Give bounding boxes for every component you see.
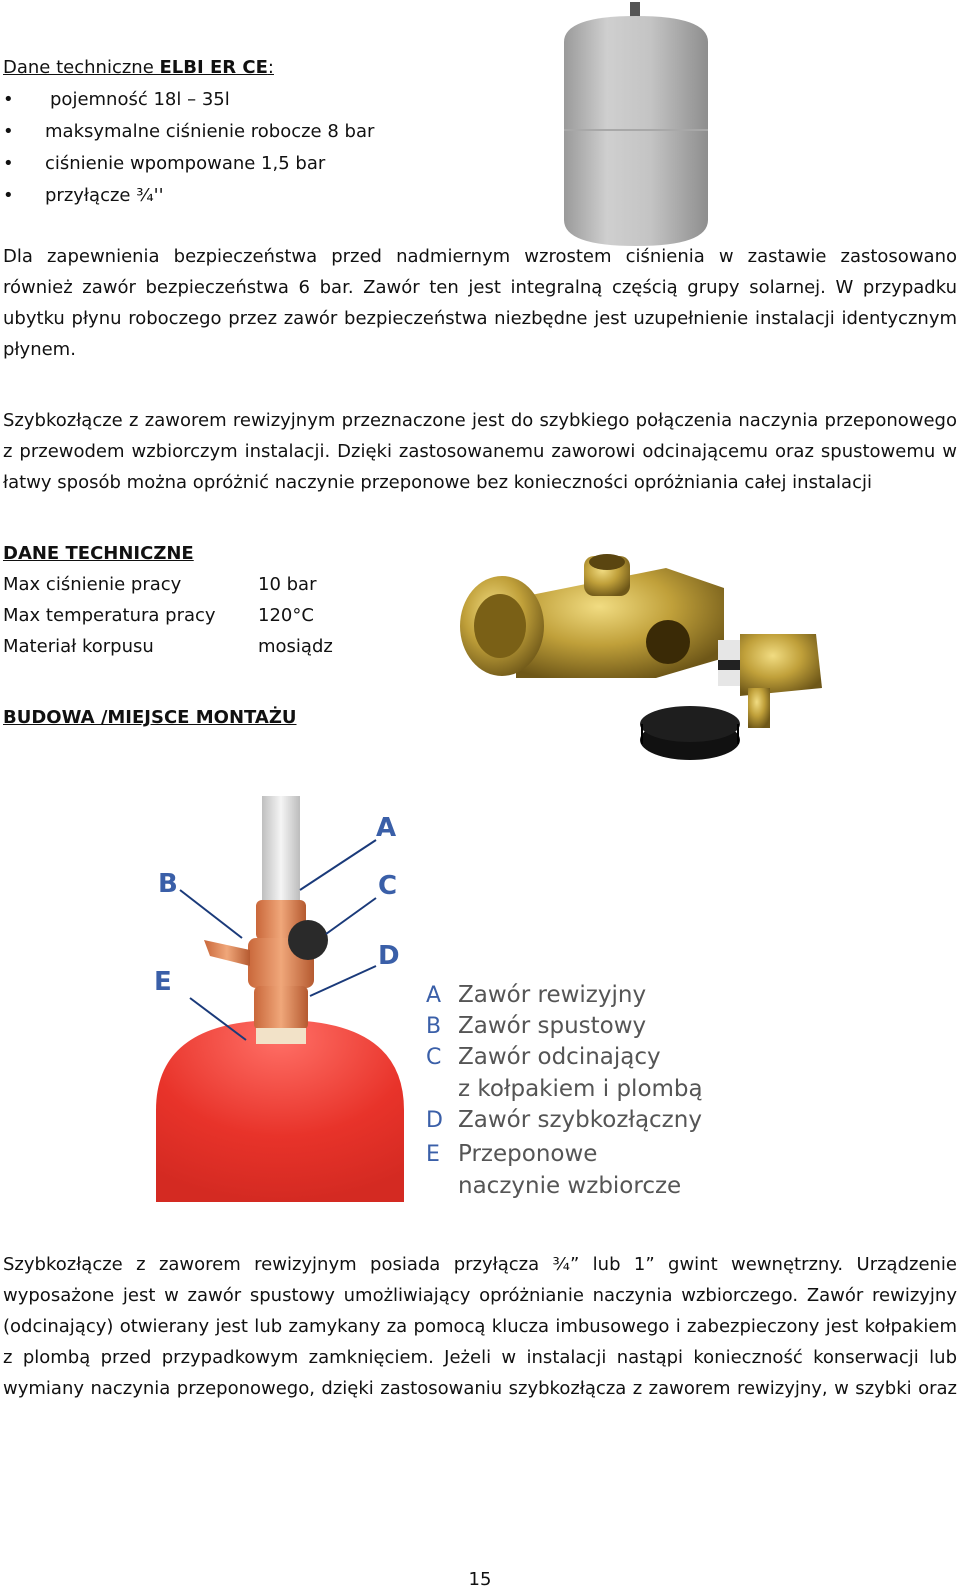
- legend-letter: E: [426, 1142, 440, 1167]
- bullet-item: przyłącze ¾'': [45, 185, 164, 206]
- paragraph-line: łatwy sposób można opróżnić naczynie przeponowe bez konieczności opróżniania całej instalacji: [3, 472, 872, 493]
- tech-row-label: Max ciśnienie pracy: [3, 574, 182, 595]
- legend-text: Zawór rewizyjny: [458, 982, 647, 1008]
- legend-text: Zawór spustowy: [458, 1013, 647, 1039]
- paragraph-line: Szybkozłącze z zaworem rewizyjnym posiada przyłącza ¾” lub 1” gwint wewnętrzny. Urządzenie: [3, 1254, 957, 1275]
- bullet-item: maksymalne ciśnienie robocze 8 bar: [45, 121, 375, 142]
- legend-text: naczynie wzbiorcze: [458, 1173, 682, 1199]
- tech-row-value: 120°C: [258, 605, 314, 626]
- paragraph-line: wymiany naczynia przeponowego, dzięki zastosowaniu szybkozłącza z zaworem rewizyjny, w szybki oraz: [3, 1378, 957, 1399]
- bullet-dot: •: [3, 153, 14, 174]
- tech-row-value: mosiądz: [258, 636, 333, 657]
- pointer-a: [300, 840, 376, 890]
- label-a: A: [376, 813, 397, 843]
- quick-coupling-image: [456, 548, 834, 764]
- label-b: B: [158, 869, 178, 899]
- tech-row-label: Materiał korpusu: [3, 636, 154, 657]
- paragraph-line: Szybkozłącze z zaworem rewizyjnym przeznaczone jest do szybkiego połączenia naczynia przeponowego: [3, 410, 957, 431]
- legend-text: Zawór szybkozłączny: [458, 1107, 702, 1133]
- pointer-b: [180, 890, 242, 938]
- label-e: E: [154, 967, 172, 997]
- expansion-vessel-image: [556, 2, 716, 248]
- paragraph-line: z plombą przed przypadkowym zamknięciem. Jeżeli w instalacji nastąpi konieczność konserwacji lub: [3, 1347, 957, 1368]
- pointer-c: [326, 898, 376, 934]
- tech-row-value: 10 bar: [258, 574, 317, 595]
- bullet-dot: •: [3, 121, 14, 142]
- legend-letter: C: [426, 1045, 442, 1070]
- paragraph-line: ubytku płynu roboczego przez zawór bezpieczeństwa niezbędne jest uzupełnienie instalacji identycznym: [3, 308, 957, 329]
- label-d: D: [378, 941, 400, 971]
- construction-diagram: [150, 770, 720, 1210]
- legend-text: Zawór odcinający: [458, 1044, 661, 1070]
- bullet-dot: •: [3, 185, 14, 206]
- legend-text: z kołpakiem i plombą: [458, 1076, 703, 1102]
- paragraph-line: (odcinający) otwierany jest lub zamykany za pomocą klucza imbusowego i zabezpieczony jest kołpakiem: [3, 1316, 957, 1337]
- bullet-dot: •: [3, 89, 14, 110]
- label-c: C: [378, 871, 398, 901]
- legend-letter: A: [426, 983, 442, 1008]
- bullet-item: pojemność 18l – 35l: [50, 89, 230, 110]
- pointer-d: [310, 966, 376, 996]
- elbi-heading: Dane techniczne ELBI ER CE:: [3, 57, 274, 78]
- legend-letter: B: [426, 1014, 442, 1039]
- paragraph-line: wyposażone jest w zawór spustowy umożliwiający opróżnianie naczynia wzbiorczego. Zawór rewizyjny: [3, 1285, 957, 1306]
- legend-text: Przeponowe: [458, 1141, 598, 1167]
- page-number: 15: [468, 1569, 492, 1590]
- paragraph-line: z przewodem wzbiorczym instalacji. Dzięki zastosowanemu zaworowi odcinającemu oraz spustowemu w: [3, 441, 957, 462]
- paragraph-line: płynem.: [3, 339, 76, 360]
- paragraph-line: Dla zapewnienia bezpieczeństwa przed nadmiernym wzrostem ciśnienia w zastawie zastosowano: [3, 246, 957, 267]
- bullet-item: ciśnienie wpompowane 1,5 bar: [45, 153, 326, 174]
- legend-letter: D: [426, 1108, 443, 1133]
- paragraph-line: również zawór bezpieczeństwa 6 bar. Zawór ten jest integralną częścią grupy solarnej. W przypadku: [3, 277, 957, 298]
- tech-data-heading: DANE TECHNICZNE: [3, 543, 194, 564]
- tech-row-label: Max temperatura pracy: [3, 605, 216, 626]
- section-heading: BUDOWA /MIEJSCE MONTAŻU: [3, 707, 297, 728]
